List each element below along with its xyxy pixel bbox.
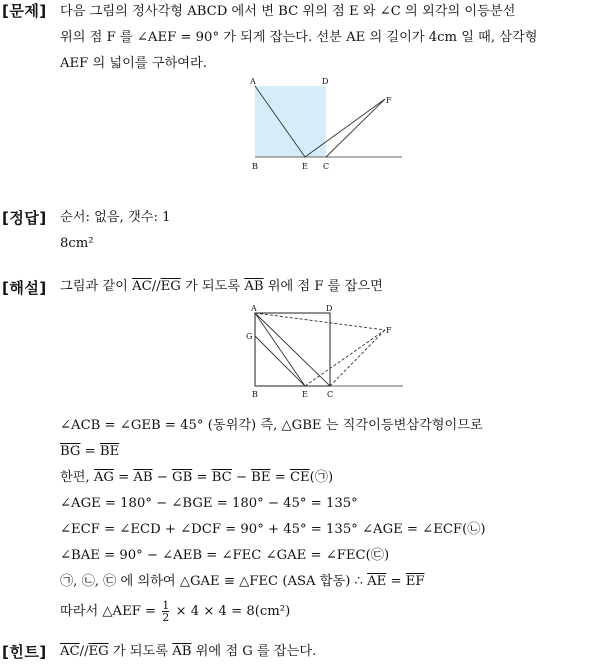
text: =: [113, 470, 134, 485]
answer-tag: [정답]: [2, 209, 47, 227]
problem-text: [60, 0, 581, 77]
label-a: A: [250, 77, 256, 86]
text: //: [79, 644, 89, 659]
text: −: [231, 470, 252, 485]
label-f: F: [386, 96, 392, 105]
text: =: [80, 444, 100, 459]
segment-af: [255, 313, 385, 330]
text: 위에 점 F 를 잡으면: [263, 279, 383, 294]
text: −: [152, 470, 173, 485]
segment-ef: [305, 330, 385, 386]
explanation-tag: [해설]: [2, 279, 47, 297]
label-b: B: [252, 162, 258, 171]
segment-cf: [330, 330, 385, 386]
text: 가 되도록: [108, 644, 173, 659]
problem-figure: [245, 76, 405, 172]
segment: $\overline{AE}$: [367, 574, 387, 589]
label-e: E: [302, 162, 308, 171]
problem-line: AEF 의 넓이를 구하여라.: [60, 56, 207, 71]
text: × 4 × 4 = 8(cm²): [171, 604, 291, 619]
segment: $\overline{AC}$: [132, 279, 152, 294]
text: (㉠): [309, 470, 334, 485]
segment-ac: [255, 313, 330, 386]
explanation-figure: [243, 303, 408, 399]
numerator: 1: [162, 599, 170, 612]
fraction: [162, 600, 169, 623]
text: =: [270, 470, 290, 485]
explanation-line: ∠BAE = 90° − ∠AEB = ∠FEC ∠GAE = ∠FEC(㉢): [60, 548, 390, 563]
segment: $\overline{EF}$: [405, 574, 425, 589]
segment: $\overline{EG}$: [88, 644, 109, 659]
explanation-line: ∠ACB = ∠GEB = 45° (동위각) 즉, △GBE 는 직각이등변삼각형이므로: [60, 418, 483, 433]
answer-text: [60, 205, 581, 257]
problem-line: 다음 그림의 정사각형 ABCD 에서 변 BC 위의 점 E 와 ∠C 의 외각의 이등분선: [60, 4, 516, 19]
denominator: 2: [162, 611, 170, 624]
explanation-body: [60, 413, 581, 629]
hint-tag: [힌트]: [2, 643, 47, 661]
explanation-line: ∠ECF = ∠ECD + ∠DCF = 90° + 45° = 135° ∠AGE = ∠ECF(㉡): [60, 522, 486, 537]
problem-tag: [문제]: [2, 2, 47, 20]
explanation-line: [60, 595, 581, 629]
label-g: G: [246, 332, 253, 341]
segment: $\overline{AB}$: [244, 279, 264, 294]
segment: $\overline{BC}$: [211, 470, 232, 485]
square-fill: [255, 86, 326, 157]
label-e: E: [302, 390, 308, 399]
explanation-intro: [60, 274, 581, 300]
segment: $\overline{BE}$: [99, 444, 120, 459]
segment-cf: [326, 99, 385, 157]
segment: $\overline{BG}$: [60, 444, 81, 459]
segment-ge: [255, 336, 305, 386]
label-a: A: [251, 304, 257, 313]
explanation-line: [60, 569, 581, 595]
segment-ae: [255, 313, 305, 386]
explanation-line: [60, 465, 581, 491]
text: 가 되도록: [180, 279, 245, 294]
answer-line: 8cm²: [60, 236, 94, 251]
label-d: D: [326, 304, 333, 313]
problem-line: 위의 점 F 를 ∠AEF = 90° 가 되게 잡는다. 선분 AE 의 길이가 4cm 일 때, 삼각형: [60, 30, 538, 45]
label-f: F: [386, 326, 392, 335]
explanation-line: [60, 439, 581, 465]
text: =: [386, 574, 406, 589]
label-d: D: [322, 77, 329, 86]
segment: $\overline{AB}$: [133, 470, 153, 485]
segment: $\overline{CE}$: [289, 470, 310, 485]
segment: $\overline{AG}$: [93, 470, 114, 485]
text: =: [192, 470, 212, 485]
label-c: C: [327, 390, 334, 399]
segment: $\overline{BE}$: [251, 470, 271, 485]
explanation-line: ∠AGE = 180° − ∠BGE = 180° − 45° = 135°: [60, 496, 358, 511]
text: 위에 점 G 를 잡는다.: [191, 644, 317, 659]
segment: $\overline{EG}$: [160, 279, 181, 294]
text: //: [151, 279, 161, 294]
label-b: B: [252, 390, 258, 399]
segment: $\overline{AC}$: [60, 644, 80, 659]
segment: $\overline{GB}$: [172, 470, 193, 485]
hint-text: [60, 639, 581, 665]
segment: $\overline{AB}$: [172, 644, 192, 659]
text: 따라서 △AEF =: [60, 604, 161, 619]
answer-line: 순서: 없음, 갯수: 1: [60, 210, 171, 225]
text: 그림과 같이: [60, 279, 133, 294]
text: ㉠, ㉡, ㉢ 에 의하여 △GAE ≡ △FEC (ASA 합동) ∴: [60, 574, 368, 589]
label-c: C: [323, 162, 330, 171]
text: 한편,: [60, 470, 94, 485]
